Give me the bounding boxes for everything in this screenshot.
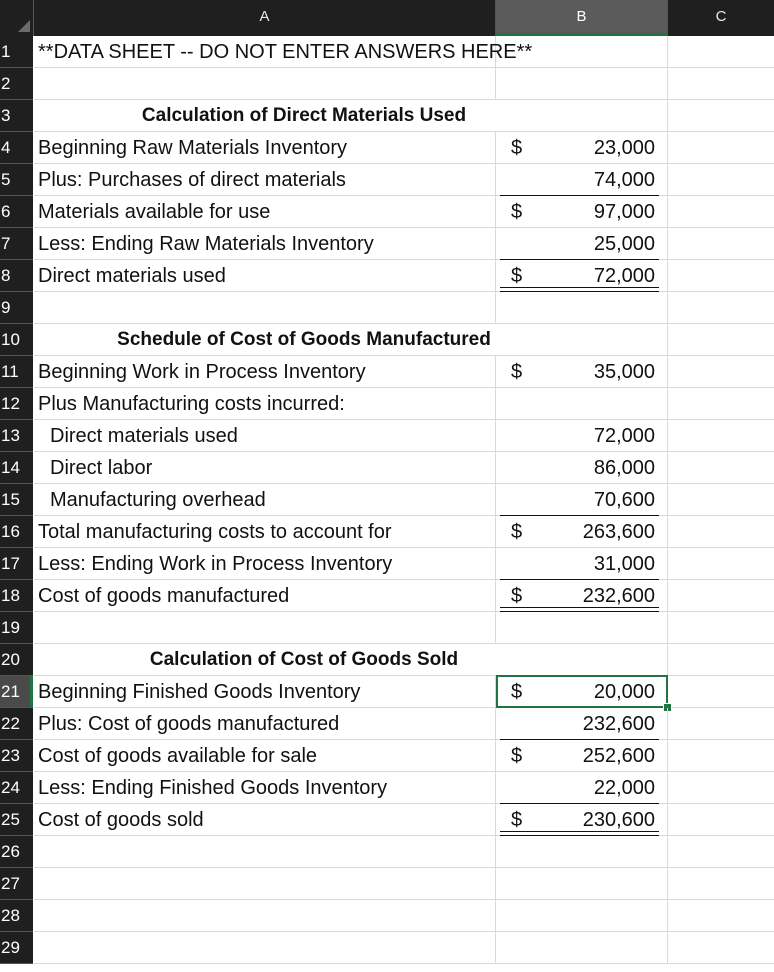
column-header-c[interactable]: C [715,8,727,25]
row-header-1[interactable] [0,36,33,68]
row-number: 2 [1,74,11,93]
cell-b17[interactable] [496,548,668,580]
table-row [34,388,774,420]
row-header-2[interactable] [0,68,33,100]
cell-c24[interactable] [668,772,774,804]
table-row [34,932,774,964]
cell-c26[interactable] [668,836,774,868]
cell-b22[interactable] [496,708,668,740]
row-number: 22 [1,714,20,733]
selected-cell-outline[interactable] [496,675,668,708]
row-number: 8 [1,266,11,285]
row-header-13[interactable] [0,420,33,452]
cell-a28[interactable] [34,900,496,932]
cell-a19[interactable] [34,612,496,644]
cell-c6[interactable] [668,196,774,228]
cell-b1[interactable] [496,36,668,68]
cell-a11[interactable]: Beginning Work in Process Inventory [34,356,496,388]
table-row [34,804,774,836]
table-row [34,452,774,484]
cell-b27[interactable] [496,868,668,900]
row-header-10[interactable] [0,324,33,356]
cell-a1[interactable]: **DATA SHEET -- DO NOT ENTER ANSWERS HERE** [34,36,496,68]
select-all-triangle-icon [18,20,30,32]
row-number: 10 [1,330,20,349]
cell-c20[interactable] [668,644,774,676]
row-number: 17 [1,554,20,573]
row-number: 24 [1,778,20,797]
cell-a9[interactable] [34,292,496,324]
amount-value: 230,600 [582,809,655,831]
row-header-3[interactable] [0,100,33,132]
cell-c15[interactable] [668,484,774,516]
row-number: 23 [1,746,20,765]
cell-a16[interactable]: Total manufacturing costs to account for [34,516,496,548]
cell-a17[interactable]: Less: Ending Work in Process Inventory [34,548,496,580]
cell-b24[interactable] [496,772,668,804]
cell-c16[interactable] [668,516,774,548]
row-number: 9 [1,298,11,317]
row-number: 21 [1,682,20,701]
row-header-9[interactable] [0,292,33,324]
cell-b28[interactable] [496,900,668,932]
table-row [34,228,774,260]
cell-a12[interactable]: Plus Manufacturing costs incurred: [34,388,496,420]
table-row [34,772,774,804]
amount-value: 232,600 [582,585,655,607]
row-number: 7 [1,234,11,253]
dollar-sign: $ [511,681,523,703]
row-header-7[interactable] [0,228,33,260]
dollar-sign: $ [511,361,523,383]
table-row [34,420,774,452]
table-row [34,644,774,676]
cell-b4[interactable] [496,132,668,164]
amount-value: 97,000 [593,201,655,223]
amount-value: 31,000 [593,553,655,575]
table-row [34,548,774,580]
amount-value: 252,600 [582,745,655,767]
cell-a6[interactable]: Materials available for use [34,196,496,228]
amount-value: 25,000 [593,233,655,255]
cell-c14[interactable] [668,452,774,484]
cell-c23[interactable] [668,740,774,772]
cell-a20[interactable]: Calculation of Cost of Goods Sold [149,649,459,670]
row-header-29[interactable] [0,932,33,964]
table-row [34,292,774,324]
row-number: 13 [1,426,20,445]
cell-b13[interactable] [496,420,668,452]
cell-b14[interactable] [496,452,668,484]
cell-b12[interactable] [496,388,668,420]
table-row [34,196,774,228]
table-row [34,356,774,388]
cell-a13[interactable]: Direct materials used [34,420,496,452]
table-row [34,100,774,132]
cell-c18[interactable] [668,580,774,612]
cell-c19[interactable] [668,612,774,644]
row-number: 3 [1,106,11,125]
cell-b18[interactable] [496,580,668,612]
row-header-20[interactable] [0,644,33,676]
table-row [34,612,774,644]
dollar-sign: $ [511,585,523,607]
dollar-sign: $ [511,137,523,159]
row-header-21[interactable] [0,676,33,708]
table-row [34,900,774,932]
amount-value: 263,600 [582,521,655,543]
column-header-a[interactable]: A [34,0,496,36]
cell-b9[interactable] [496,292,668,324]
cell-c3[interactable] [668,100,774,132]
table-row [34,836,774,868]
row-header-17[interactable] [0,548,33,580]
amount-value: 35,000 [593,361,655,383]
row-header-18[interactable] [0,580,33,612]
cell-a2[interactable] [34,68,496,100]
table-row [34,516,774,548]
row-number: 26 [1,842,20,861]
cell-a15[interactable]: Manufacturing overhead [34,484,496,516]
cell-b16[interactable] [496,516,668,548]
table-row [34,868,774,900]
cell-b2[interactable] [496,68,668,100]
row-header-15[interactable] [0,484,33,516]
table-row [34,36,774,68]
amount-value: 232,600 [582,713,655,735]
cell-a14[interactable]: Direct labor [34,452,496,484]
row-number: 28 [1,906,20,925]
cell-c29[interactable] [668,932,774,964]
cell-c11[interactable] [668,356,774,388]
row-number: 12 [1,394,20,413]
cell-b19[interactable] [496,612,668,644]
amount-value: 74,000 [593,169,655,191]
cell-b29[interactable] [496,932,668,964]
table-row [34,740,774,772]
cell-a25[interactable]: Cost of goods sold [34,804,496,836]
cell-b11[interactable] [496,356,668,388]
cell-c27[interactable] [668,868,774,900]
dollar-sign: $ [511,521,523,543]
amount-value: 72,000 [593,425,655,447]
cell-a10[interactable]: Schedule of Cost of Goods Manufactured [117,329,491,350]
row-header-8[interactable] [0,260,33,292]
table-row [34,68,774,100]
column-header-b[interactable]: B [496,0,668,36]
table-row [34,164,774,196]
dollar-sign: $ [511,809,523,831]
table-row [34,132,774,164]
row-number: 14 [1,458,20,477]
row-header-23[interactable] [0,740,33,772]
amount-value: 23,000 [593,137,655,159]
dollar-sign: $ [511,201,523,223]
table-row [34,580,774,612]
row-number: 15 [1,490,20,509]
cell-a27[interactable] [34,868,496,900]
cell-c5[interactable] [668,164,774,196]
cell-a3[interactable]: Calculation of Direct Materials Used [141,105,467,126]
cell-b25[interactable] [496,804,668,836]
dollar-sign: $ [511,265,523,287]
cell-c8[interactable] [668,260,774,292]
row-number: 25 [1,810,20,829]
cell-c25[interactable] [668,804,774,836]
table-row [34,324,774,356]
cell-a8[interactable]: Direct materials used [34,260,496,292]
select-all-corner[interactable] [0,0,34,36]
row-header-24[interactable] [0,772,33,804]
cell-a18[interactable]: Cost of goods manufactured [34,580,496,612]
table-row [34,484,774,516]
row-header-6[interactable] [0,196,33,228]
row-number: 5 [1,170,11,189]
cell-c9[interactable] [668,292,774,324]
cell-a7[interactable]: Less: Ending Raw Materials Inventory [34,228,496,260]
row-number: 4 [1,138,11,157]
cell-b5[interactable] [496,164,668,196]
amount-value: 20,000 [593,681,655,703]
row-header-19[interactable] [0,612,33,644]
amount-value: 86,000 [593,457,655,479]
spreadsheet-grid [34,36,774,972]
row-number: 27 [1,874,20,893]
cell-a5[interactable]: Plus: Purchases of direct materials [34,164,496,196]
row-number: 18 [1,586,20,605]
row-number: 19 [1,618,20,637]
cell-c13[interactable] [668,420,774,452]
row-number: 6 [1,202,11,221]
cell-c28[interactable] [668,900,774,932]
dollar-sign: $ [511,745,523,767]
cell-b15[interactable] [496,484,668,516]
cell-c7[interactable] [668,228,774,260]
row-header-26[interactable] [0,836,33,868]
row-header-22[interactable] [0,708,33,740]
cell-c1[interactable] [668,36,774,68]
cell-a24[interactable]: Less: Ending Finished Goods Inventory [34,772,496,804]
cell-a4[interactable]: Beginning Raw Materials Inventory [34,132,496,164]
cell-b6[interactable] [496,196,668,228]
cell-b7[interactable] [496,228,668,260]
cell-a22[interactable]: Plus: Cost of goods manufactured [34,708,496,740]
cell-c2[interactable] [668,68,774,100]
row-number: 29 [1,938,20,957]
cell-c17[interactable] [668,548,774,580]
row-header-16[interactable] [0,516,33,548]
cell-b26[interactable] [496,836,668,868]
amount-value: 70,600 [593,489,655,511]
table-row [34,708,774,740]
cell-b8[interactable] [496,260,668,292]
cell-c21[interactable] [668,676,774,708]
cell-a21[interactable]: Beginning Finished Goods Inventory [34,676,496,708]
cell-a23[interactable]: Cost of goods available for sale [34,740,496,772]
row-header-27[interactable] [0,868,33,900]
cell-c12[interactable] [668,388,774,420]
amount-value: 22,000 [593,777,655,799]
row-number: 1 [1,42,11,61]
row-number: 20 [1,650,20,669]
row-header-14[interactable] [0,452,33,484]
row-header-11[interactable] [0,356,33,388]
cell-a29[interactable] [34,932,496,964]
row-number: 11 [1,362,19,381]
row-header-25[interactable] [0,804,33,836]
cell-c4[interactable] [668,132,774,164]
cell-c10[interactable] [668,324,774,356]
row-header-4[interactable] [0,132,33,164]
row-header-28[interactable] [0,900,33,932]
amount-value: 72,000 [593,265,655,287]
cell-b23[interactable] [496,740,668,772]
row-header-12[interactable] [0,388,33,420]
row-header-5[interactable] [0,164,33,196]
row-number: 16 [1,522,20,541]
table-row [34,260,774,292]
cell-c22[interactable] [668,708,774,740]
cell-a26[interactable] [34,836,496,868]
